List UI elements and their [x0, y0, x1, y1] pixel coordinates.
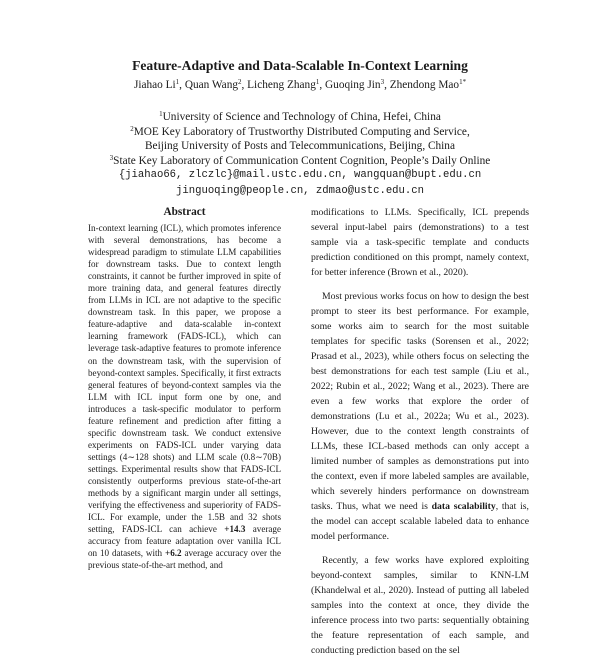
author-name: Jiahao Li	[133, 79, 176, 91]
author-name: Quan Wang	[184, 79, 238, 91]
body-paragraph: modifications to LLMs. Specifically, ICL prepends several input-label pairs (demonstrations) to a test sample via a task-specific template and conducts prediction conditioned on this prompt, namely context, for better inference (Brown et al., 2020).	[311, 207, 529, 279]
affiliation-marker: 2	[130, 124, 134, 133]
body-paragraph: Recently, a few works have explored exploiting beyond-context samples, similar to KNN-LM (Khandelwal et al., 2020). Instead of putting all labeled samples into the context at once, they divide the inference process into two parts: sequentially obtaining the feature representation of each sample, and conducting prediction based on the sel	[311, 555, 529, 657]
abstract-body	[88, 222, 281, 571]
author-name: Zhendong Mao	[389, 79, 460, 91]
paper-title: Feature-Adaptive and Data-Scalable In-Context Learning	[132, 58, 468, 73]
body-paragraph	[311, 289, 529, 545]
affiliation-line	[0, 154, 600, 169]
affiliation-text: University of Science and Technology of China, Hefei, China	[162, 111, 441, 123]
author-separator: ,	[179, 79, 185, 91]
abstract-text: In-context learning (ICL), which promotes inference with several demonstrations, has become a widespread paradigm to stimulate LLM capabilities for downstream tasks. Due to context length constraints, it cannot be further improved in spite of more training data, and general features directly from LLMs in ICL are not adaptive to the specific downstream task. In this paper, we propose a feature-adaptive and data-scalable in-context learning framework (FADS-ICL), which can leverage task-adaptive features to promote inference on the downstream task, with the supervision of beyond-context samples. Specifically, it first extracts general features of beyond-context samples via the LLM with ICL input form one by one, and introduces a task-specific modulator to perform feature refinement and prediction after fitting a specific downstream task. We conduct extensive experiments on FADS-ICL under varying data settings (4∼128 shots) and LLM scale (0.8∼70B) settings. Experimental results show that FADS-ICL consistently outperforms previous state-of-the-art methods by a significant margin under all settings, verifying the effectiveness and superiority of FADS-ICL. For example, under the 1.5B and 32 shots setting, FADS-ICL can achieve	[88, 223, 281, 535]
author-list	[0, 79, 600, 91]
author-name: Licheng Zhang	[247, 79, 316, 91]
author-separator: ,	[241, 79, 248, 91]
abstract-highlight: +14.3	[224, 524, 246, 535]
affiliation-line	[0, 125, 600, 140]
author-affiliation-marker: 3	[380, 78, 385, 86]
abstract-heading: Abstract	[163, 206, 206, 218]
body-text: , that is, the model can accept scalable labeled data to enhance model performance.	[311, 501, 529, 543]
author-affiliation-marker: 1	[175, 78, 180, 86]
author-affiliation-marker: 2	[238, 78, 242, 86]
email-line[interactable]: jinguoqing@people.cn, zdmao@ustc.edu.cn	[176, 184, 424, 197]
email-line[interactable]: {jiahao66, zlczlc}@mail.ustc.edu.cn, wangquan@bupt.edu.cn	[118, 169, 482, 181]
author-separator: ,	[384, 79, 390, 91]
affiliation-marker: 1	[159, 110, 163, 118]
author-name: Guoqing Jin	[325, 79, 381, 91]
body-text: Most previous works focus on how to design the best prompt to steer its best performance. For example, some works aim to search for the most suitable templates for specific tasks (Sorensen et al., 2022; Prasad et al., 2023), while others focus on selecting the best demonstrations for each test sample (Liu et al., 2022; Rubin et al., 2022; Wang et al., 2023). There are even a few works that explore the order of demonstrations (Lu et al., 2022a; Wu et al., 2023). However, due to the context length constraints of LLMs, these ICL-based methods can only accept a limited number of samples as demonstrations put into the context, even if more labeled samples are available, which severely hinders performance on downstream tasks. Thus, what we need is	[311, 290, 529, 513]
abstract-text: average accuracy from feature adaptation over vanilla ICL on 10 datasets, with	[88, 524, 281, 559]
affiliation-marker: 3	[109, 153, 114, 162]
abstract-highlight: +6.2	[165, 548, 182, 559]
affiliation-line	[0, 139, 600, 154]
affiliation-line	[0, 110, 600, 125]
body-column-right	[311, 205, 529, 667]
affiliation-text: Beijing University of Posts and Telecommunications, Beijing, China	[145, 140, 455, 153]
body-emphasis: data scalability	[431, 501, 496, 513]
affiliation-list	[0, 110, 600, 168]
abstract-text: average accuracy over the previous state-of-the-art method, and	[88, 548, 282, 571]
author-affiliation-marker: 1	[315, 78, 320, 86]
author-separator: ,	[319, 79, 326, 91]
affiliation-text: MOE Key Laboratory of Trustworthy Distributed Computing and Service,	[133, 125, 470, 138]
email-list	[0, 168, 600, 199]
affiliation-text: State Key Laboratory of Communication Content Cognition, People’s Daily Online	[113, 154, 491, 167]
author-affiliation-marker: 1*	[459, 78, 467, 86]
